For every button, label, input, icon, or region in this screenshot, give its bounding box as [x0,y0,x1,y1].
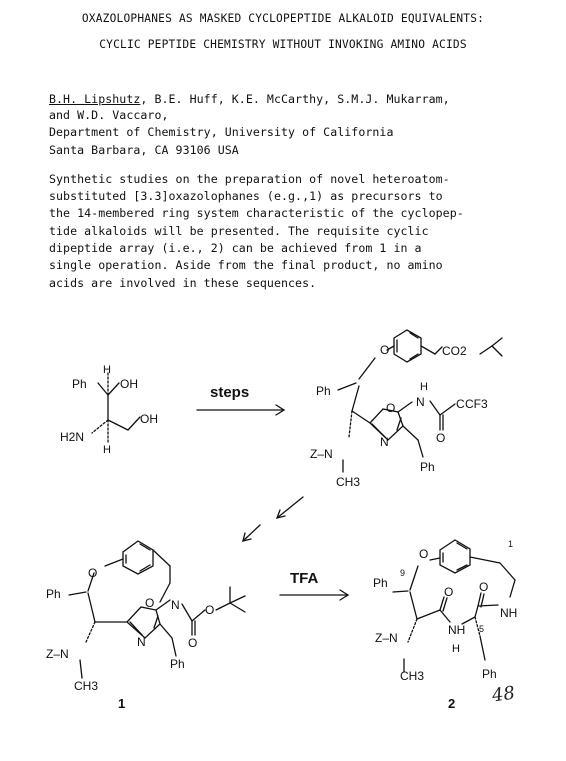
label-c: C [456,397,465,411]
label-ph: Ph [46,587,61,601]
label-ph: Ph [373,576,388,590]
label-zn: Z–N [46,647,69,661]
paper-title-line1: OXAZOLOPHANES AS MASKED CYCLOPEPTIDE ALKALOID EQUIVALENTS: [81,12,485,25]
label-ph: Ph [420,460,435,474]
label-ch3: CH3 [336,475,361,489]
co-authors: , B.E. Huff, K.E. McCarthy, S.M.J. Mukarram, [140,92,450,106]
label-nh: NH [448,623,466,637]
label-o: O [436,431,446,445]
reaction-arrow-diagonal [243,497,303,541]
label-ph: Ph [72,377,87,391]
arrow-steps-label: steps [210,384,250,401]
abstract-line: acids are involved in these sequences. [49,276,317,290]
label-cf3: CF3 [465,397,488,411]
label-oh: OH [120,377,138,391]
label-n: N [416,395,425,409]
label-o: O [419,547,429,561]
compound-1-structure [69,541,245,678]
compound-2-label: 2 [448,696,456,711]
label-o: O [205,603,215,617]
label-o: O [380,343,390,357]
compound-1-label: 1 [118,696,126,711]
label-ch3: CH3 [400,669,425,683]
label-h: H [103,444,111,456]
presenting-author: B.H. Lipshutz [49,92,141,106]
label-o: O [188,636,198,650]
reaction-arrow-tfa [280,590,348,600]
label-ph: Ph [170,657,185,671]
abstract-line: the 14-membered ring system characteristic of the cyclopep- [49,206,464,220]
label-o: O [479,580,489,594]
label-zn: Z–N [375,631,398,645]
label-o: O [88,566,98,580]
label-ph: Ph [316,384,331,398]
handwritten-page-number: 48 [490,682,517,707]
label-o: O [386,401,396,415]
arrow-tfa-label: TFA [290,570,319,587]
label-ph: Ph [482,667,497,681]
label-position-9: 9 [400,568,406,578]
label-h: H [452,643,460,655]
label-position-1: 1 [508,539,514,549]
authors-line2: and W.D. Vaccaro, [49,108,169,122]
abstract-line: Synthetic studies on the preparation of novel heteroatom- [49,172,450,186]
abstract-line: substituted [3.3]oxazolophanes (e.g.,1) as precursors to [49,189,443,203]
abstract-line: dipeptide array (i.e., 2) can be achieved from 1 in a [49,241,422,255]
label-co2: CO2 [442,344,467,358]
affiliation-line1: Department of Chemistry, University of California [49,125,394,139]
label-h: H [420,381,428,393]
abstract-line: tide alkaloids will be presented. The requisite cyclic [49,224,429,238]
paper-title-line2: CYCLIC PEPTIDE CHEMISTRY WITHOUT INVOKING AMINO ACIDS [99,38,467,51]
label-n: N [137,635,146,649]
label-h2n: H2N [60,430,85,444]
label-h: H [103,364,111,376]
label-n: N [171,598,180,612]
label-o: O [444,585,454,599]
abstract-line: single operation. Aside from the final product, no amino [49,258,443,272]
label-ch3: CH3 [74,679,99,693]
label-oh: OH [140,412,158,426]
label-position-5: 5 [479,624,485,634]
label-o: O [145,596,155,610]
label-nh: NH [500,606,518,620]
affiliation-line2: Santa Barbara, CA 93106 USA [49,143,239,157]
label-n: N [380,435,389,449]
label-zn: Z–N [310,447,333,461]
reaction-arrow-steps [197,405,284,415]
